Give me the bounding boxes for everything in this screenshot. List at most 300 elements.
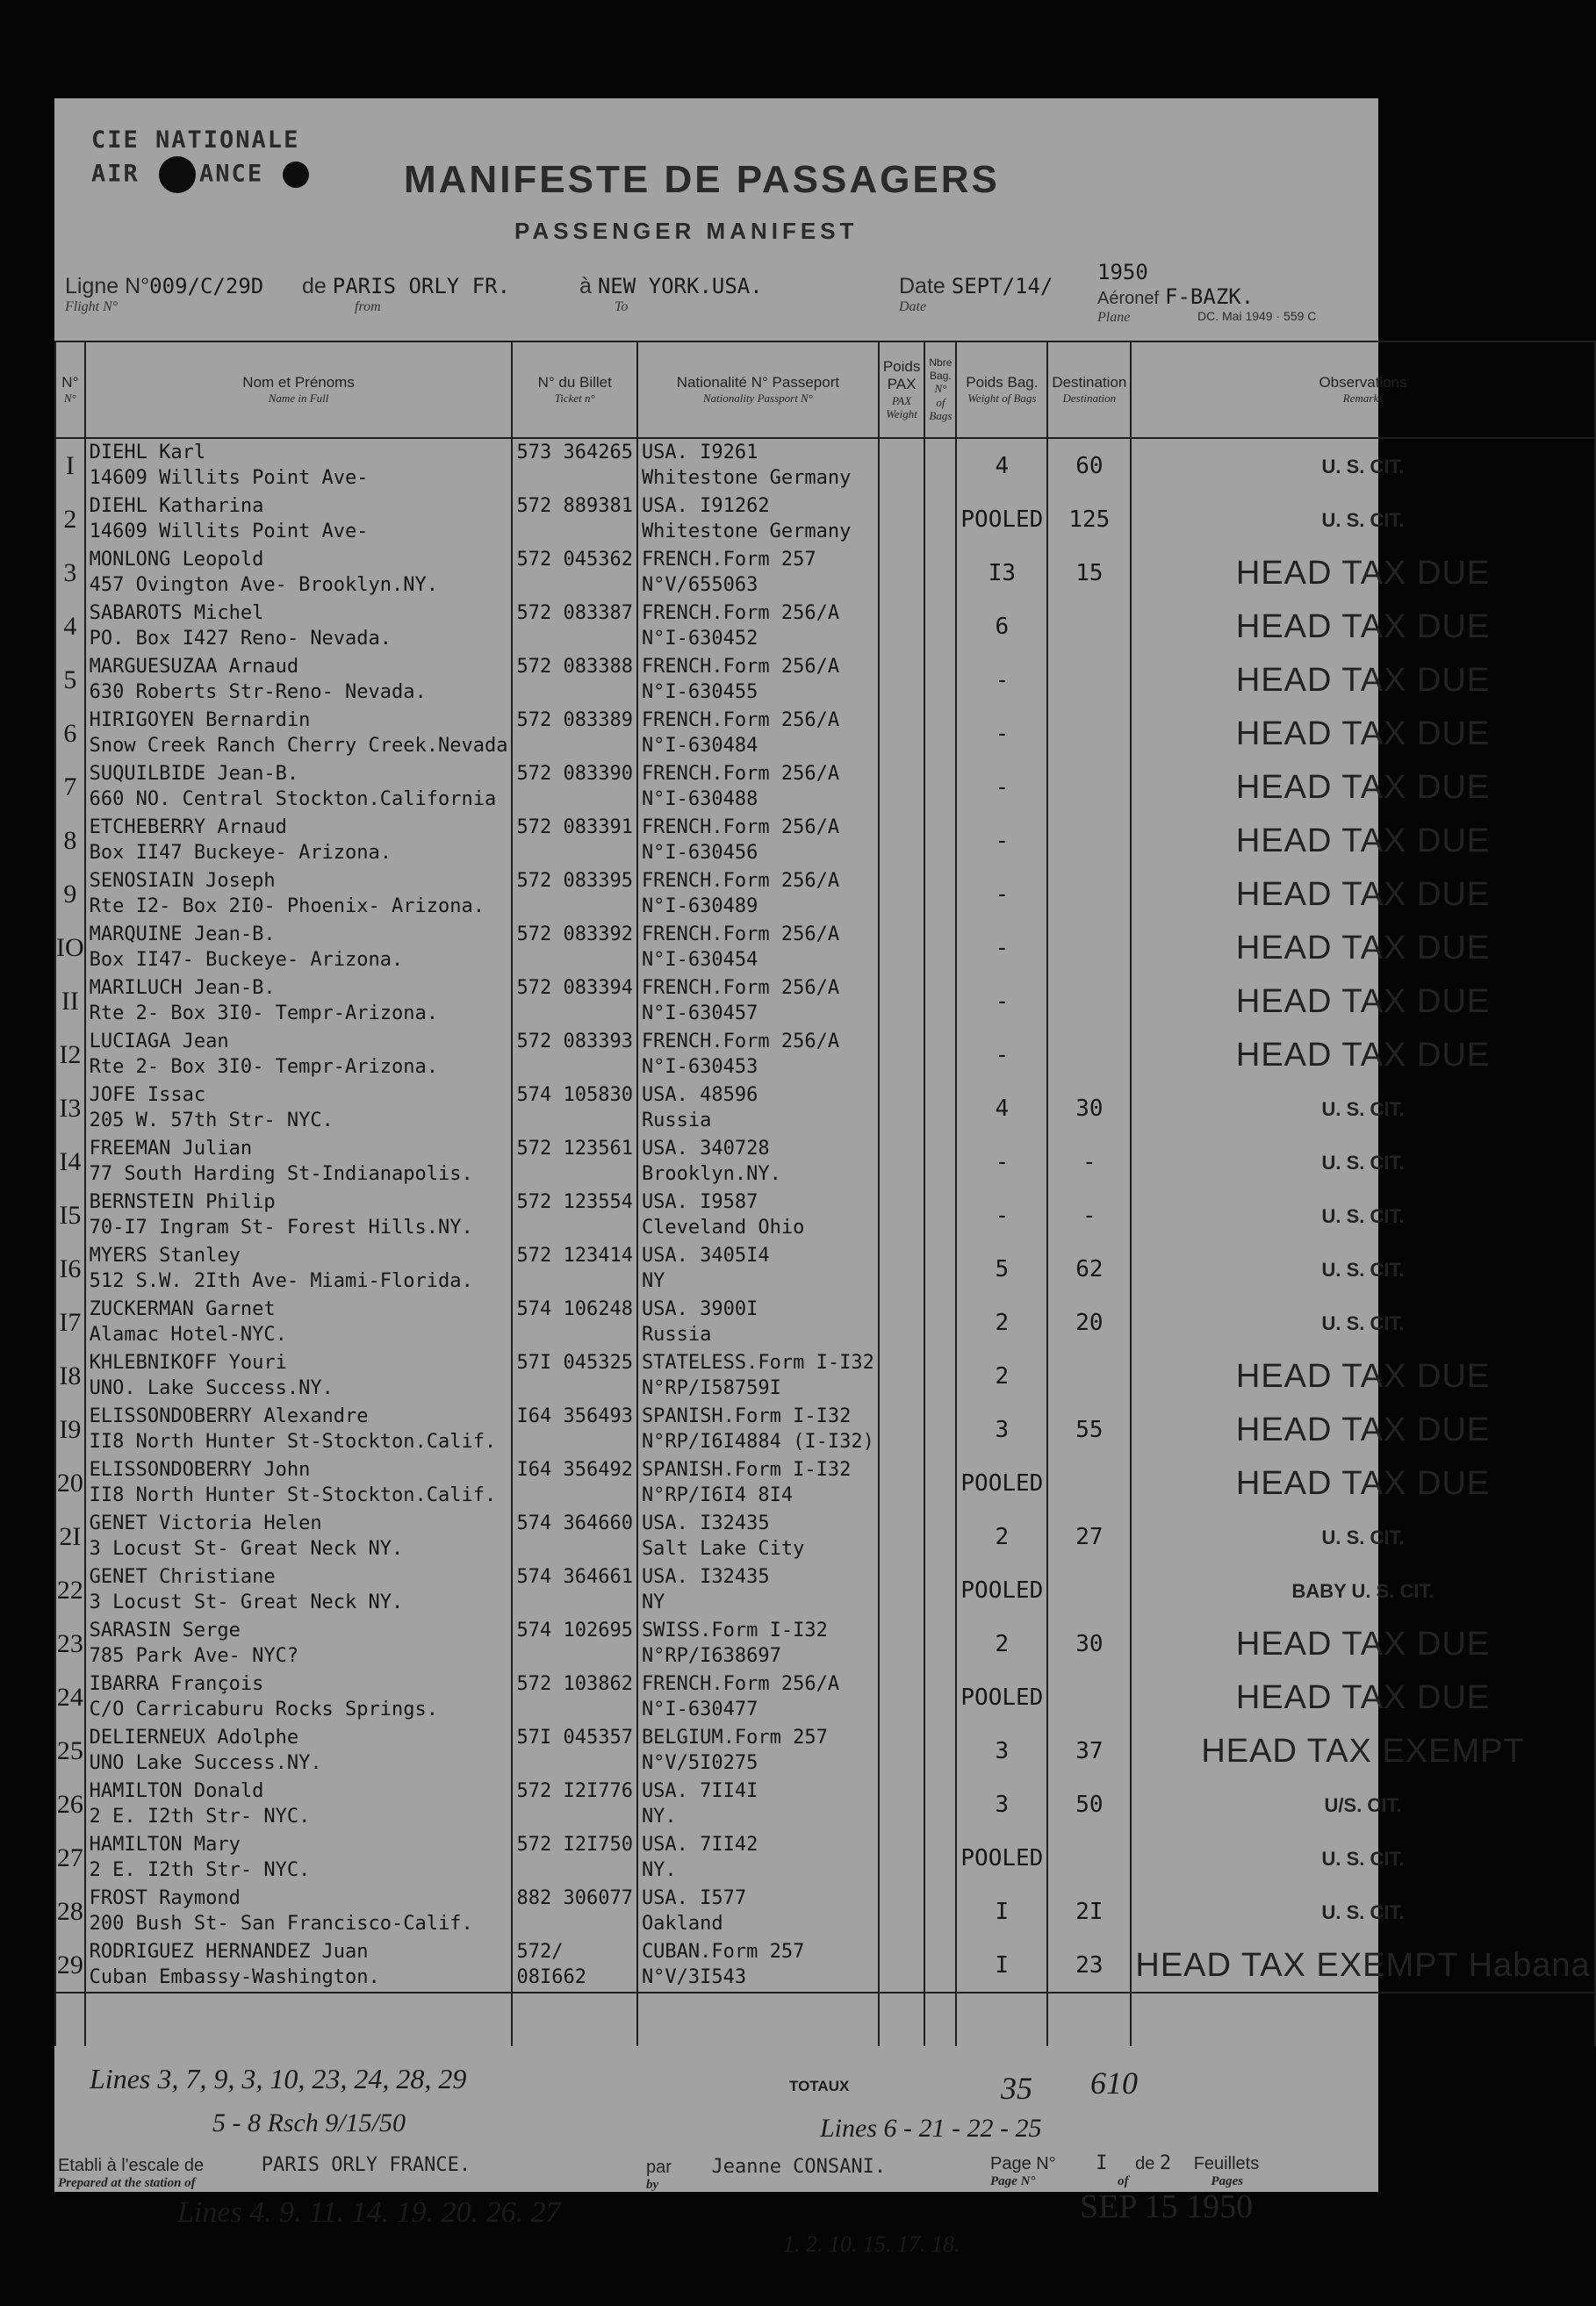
ticket-number: 574 105830	[516, 1084, 633, 1106]
nationality: USA. I577	[641, 1887, 747, 1909]
col-en: Nationality Passport N°	[702, 392, 813, 406]
table-cell	[55, 1724, 85, 1778]
passenger-address: Rte I2- Box 2I0- Phoenix- Arizona.	[89, 895, 485, 917]
table-row	[55, 1563, 1595, 1617]
table-cell	[879, 1349, 925, 1403]
table-cell	[1047, 867, 1131, 921]
remarks: U. S. CIT.	[1321, 1900, 1405, 1923]
table-cell	[924, 1456, 956, 1510]
bag-weight: -	[995, 827, 1010, 854]
table-cell	[1047, 1242, 1131, 1296]
flight-label: Ligne N°	[65, 274, 150, 298]
table-cell	[85, 1617, 513, 1670]
table-cell	[637, 814, 879, 867]
table-cell	[879, 1563, 925, 1617]
table-cell	[85, 921, 513, 974]
table-cell	[924, 1778, 956, 1831]
destination-weight: 20	[1075, 1309, 1104, 1336]
table-cell	[55, 1885, 85, 1938]
col-header	[1131, 341, 1594, 438]
table-cell	[637, 1617, 879, 1670]
row-number: 5	[63, 665, 77, 694]
table-cell	[55, 1081, 85, 1135]
ticket-number: 572 083390	[516, 763, 633, 785]
nationality: USA. I91262	[641, 495, 770, 517]
destination-weight: 55	[1075, 1416, 1104, 1443]
table-cell	[55, 1831, 85, 1885]
table-cell	[512, 1724, 636, 1778]
nationality: FRENCH.Form 256/A	[641, 656, 840, 678]
table-cell	[85, 438, 513, 492]
table-cell	[924, 1670, 956, 1724]
remarks: HEAD TAX DUE	[1235, 822, 1491, 859]
table-cell	[637, 492, 879, 546]
from-label-en: from	[355, 299, 381, 314]
table-cell	[1047, 974, 1131, 1028]
passport-number: N°I-630456	[641, 842, 758, 864]
passenger-name: JOFE Issac	[89, 1084, 206, 1106]
remarks: HEAD TAX DUE	[1235, 929, 1491, 966]
destination-weight: 60	[1075, 452, 1104, 479]
row-number: 6	[63, 719, 77, 748]
by-label: par	[646, 2158, 672, 2177]
table-cell	[879, 1456, 925, 1510]
ticket-number: 572 123561	[516, 1138, 633, 1160]
table-cell	[1131, 760, 1594, 814]
table-cell	[924, 1724, 956, 1778]
passenger-name: HAMILTON Donald	[89, 1780, 264, 1802]
table-cell	[637, 1778, 879, 1831]
table-cell	[85, 1296, 513, 1349]
table-cell	[1047, 600, 1131, 653]
table-cell	[512, 1189, 636, 1242]
passport-number: Whitestone Germany	[641, 521, 852, 542]
bag-weight: 4	[995, 452, 1010, 479]
flight-label-en: Flight N°	[65, 299, 119, 314]
row-number: 26	[56, 1790, 83, 1819]
nationality: FRENCH.Form 256/A	[641, 816, 840, 838]
bag-weight: -	[995, 773, 1010, 801]
table-cell	[1131, 1242, 1594, 1296]
of-label: de	[1135, 2154, 1155, 2173]
table-cell	[956, 867, 1047, 921]
col-header	[512, 341, 636, 438]
table-cell	[879, 1510, 925, 1563]
table-cell	[1131, 1885, 1594, 1938]
from-label: de	[302, 274, 327, 298]
passport-number: Salt Lake City	[641, 1538, 805, 1560]
bag-weight: -	[995, 880, 1010, 908]
table-cell	[637, 1403, 879, 1456]
passenger-address: UNO. Lake Success.NY.	[89, 1377, 334, 1399]
ticket-number: 57I 045357	[516, 1727, 633, 1749]
destination-weight: 23	[1075, 1951, 1104, 1979]
ticket-number: 572 103862	[516, 1673, 633, 1695]
table-cell	[55, 707, 85, 760]
passport-number: N°I-630488	[641, 788, 758, 810]
table-cell	[55, 492, 85, 546]
nationality: USA. I9261	[641, 442, 758, 463]
table-row	[55, 1831, 1595, 1885]
table-cell	[879, 1028, 925, 1081]
passenger-name: MARQUINE Jean-B.	[89, 923, 276, 945]
nationality: USA. 7II42	[641, 1834, 758, 1856]
passenger-address: PO. Box I427 Reno- Nevada.	[89, 628, 392, 650]
station-field	[58, 2154, 471, 2191]
passenger-name: BERNSTEIN Philip	[89, 1191, 276, 1213]
passport-number: N°I-630453	[641, 1056, 758, 1078]
nationality: FRENCH.Form 256/A	[641, 923, 840, 945]
table-cell	[637, 600, 879, 653]
table-row	[55, 1081, 1595, 1135]
table-cell	[1047, 1028, 1131, 1081]
nationality: CUBAN.Form 257	[641, 1941, 805, 1963]
table-row	[55, 1403, 1595, 1456]
totals-bags: 35	[1001, 2071, 1032, 2106]
to-value: NEW YORK.USA.	[597, 274, 763, 298]
table-cell	[637, 653, 879, 707]
passenger-address: 2 E. I2th Str- NYC.	[89, 1859, 311, 1881]
table-cell	[55, 546, 85, 600]
totals-weight: 610	[1090, 2065, 1138, 2101]
table-cell	[637, 1349, 879, 1403]
table-cell	[1047, 1617, 1131, 1670]
passport-number: Cleveland Ohio	[641, 1217, 805, 1239]
ticket-number: 572 I2I750	[516, 1834, 633, 1856]
date-field	[899, 274, 1053, 315]
table-cell	[512, 760, 636, 814]
table-cell	[512, 546, 636, 600]
passenger-name: MONLONG Leopold	[89, 549, 264, 571]
table-row	[55, 1938, 1595, 1993]
passenger-address: 660 NO. Central Stockton.California	[89, 788, 497, 810]
passenger-name: DELIERNEUX Adolphe	[89, 1727, 299, 1749]
table-cell	[55, 438, 85, 492]
passport-number: Oakland	[641, 1913, 723, 1935]
table-cell	[956, 492, 1047, 546]
passenger-name: HAMILTON Mary	[89, 1834, 241, 1856]
passenger-address: Rte 2- Box 3I0- Tempr-Arizona.	[89, 1056, 439, 1078]
passenger-address: 200 Bush St- San Francisco-Calif.	[89, 1913, 473, 1935]
table-cell	[924, 546, 956, 600]
table-cell	[512, 1403, 636, 1456]
table-row	[55, 921, 1595, 974]
nationality: FRENCH.Form 256/A	[641, 602, 840, 624]
table-cell	[55, 1296, 85, 1349]
bag-weight: POOLED	[960, 506, 1044, 533]
passport-number: N°V/5I0275	[641, 1752, 758, 1774]
col-en: Destination	[1062, 392, 1117, 406]
bag-weight: 6	[995, 613, 1010, 640]
remarks: U. S. CIT.	[1321, 1311, 1405, 1334]
passenger-name: ELISSONDOBERRY John	[89, 1459, 311, 1481]
remarks: U. S. CIT.	[1321, 1258, 1405, 1281]
table-cell	[1047, 1778, 1131, 1831]
passport-number: N°I-630455	[641, 681, 758, 703]
remarks: HEAD TAX DUE	[1235, 875, 1491, 913]
table-cell	[637, 438, 879, 492]
to-field	[579, 274, 763, 315]
plane-value: F-BAZK.	[1165, 284, 1255, 309]
bag-weight: -	[995, 720, 1010, 747]
table-cell	[1047, 546, 1131, 600]
ticket-number: 572 083394	[516, 977, 633, 999]
date-label: Date	[899, 274, 945, 298]
destination-weight: 125	[1068, 506, 1111, 533]
ticket-number: 572 123554	[516, 1191, 633, 1213]
table-row	[55, 1510, 1595, 1563]
remarks: U. S. CIT.	[1321, 1151, 1405, 1174]
table-cell	[879, 1778, 925, 1831]
destination-weight: 15	[1075, 559, 1104, 586]
table-cell	[512, 600, 636, 653]
col-header	[85, 341, 513, 438]
table-cell	[85, 492, 513, 546]
table-cell	[85, 546, 513, 600]
ticket-number: I64 356493	[516, 1405, 633, 1427]
passenger-address: II8 North Hunter St-Stockton.Calif.	[89, 1431, 497, 1453]
bag-weight: -	[995, 988, 1010, 1015]
passenger-address: Snow Creek Ranch Cherry Creek.Nevada	[89, 735, 508, 757]
table-cell	[956, 1510, 1047, 1563]
ticket-number: 572 083387	[516, 602, 633, 624]
table-cell	[637, 1135, 879, 1189]
passenger-address: 630 Roberts Str-Reno- Nevada.	[89, 681, 427, 703]
table-cell	[879, 1938, 925, 1993]
passport-number: N°I-630452	[641, 628, 758, 650]
remarks: HEAD TAX DUE	[1235, 1625, 1491, 1663]
table-row	[55, 1189, 1595, 1242]
date-value: SEPT/14/	[951, 274, 1053, 298]
table-cell	[85, 867, 513, 921]
table-cell	[1131, 1938, 1594, 1993]
table-cell	[637, 1242, 879, 1296]
passport-number: N°RP/I6I4884 (I-I32)	[641, 1431, 874, 1453]
passport-number: N°RP/I638697	[641, 1645, 781, 1667]
table-cell	[879, 1081, 925, 1135]
passport-number: NY.	[641, 1806, 677, 1828]
passenger-address: Box II47- Buckeye- Arizona.	[89, 949, 404, 971]
table-cell	[1131, 1670, 1594, 1724]
table-cell	[924, 1028, 956, 1081]
table-cell	[1131, 814, 1594, 867]
col-header	[637, 341, 879, 438]
by-label-en: by	[646, 2178, 659, 2192]
table-cell	[637, 1563, 879, 1617]
remarks: HEAD TAX DUE	[1235, 982, 1491, 1020]
table-cell	[637, 867, 879, 921]
bag-weight: -	[995, 934, 1010, 961]
bag-weight: 2	[995, 1523, 1010, 1550]
table-cell	[512, 1135, 636, 1189]
table-cell	[1131, 1831, 1594, 1885]
table-cell	[879, 1724, 925, 1778]
passenger-name: MYERS Stanley	[89, 1245, 241, 1267]
passenger-address: 14609 Willits Point Ave-	[89, 521, 369, 542]
passport-number: N°V/3I543	[641, 1966, 747, 1988]
table-cell	[879, 760, 925, 814]
table-cell	[637, 1670, 879, 1724]
passport-number: N°I-630484	[641, 735, 758, 757]
passenger-address: 2 E. I2th Str- NYC.	[89, 1806, 311, 1828]
bag-weight: 2	[995, 1309, 1010, 1336]
remarks: HEAD TAX DUE	[1235, 607, 1491, 645]
row-number: I7	[59, 1308, 82, 1337]
table-cell	[55, 1456, 85, 1510]
ticket-number: 572 083392	[516, 923, 633, 945]
ticket-number: 572 123414	[516, 1245, 633, 1267]
table-cell	[512, 1670, 636, 1724]
row-number: I8	[59, 1361, 82, 1390]
destination-weight: 30	[1075, 1630, 1104, 1657]
nationality: USA. I32435	[641, 1566, 770, 1588]
ticket-number: 572 083389	[516, 709, 633, 731]
table-cell	[55, 1670, 85, 1724]
destination-weight: 27	[1075, 1523, 1104, 1550]
table-cell	[512, 1349, 636, 1403]
table-cell	[55, 600, 85, 653]
table-row	[55, 707, 1595, 760]
passenger-name: LUCIAGA Jean	[89, 1031, 229, 1052]
destination-weight: 50	[1075, 1791, 1104, 1818]
table-cell	[85, 1081, 513, 1135]
passenger-address: 77 South Harding St-Indianapolis.	[89, 1163, 473, 1185]
nationality: SPANISH.Form I-I32	[641, 1459, 852, 1481]
table-cell	[1047, 760, 1131, 814]
table-cell	[879, 1617, 925, 1670]
remarks: U. S. CIT.	[1321, 1204, 1405, 1227]
logo-mark	[159, 156, 196, 193]
table-cell	[956, 1778, 1047, 1831]
title-french: MANIFESTE DE PASSAGERS	[404, 158, 1000, 201]
table-cell	[1131, 1296, 1594, 1349]
table-cell	[637, 760, 879, 814]
ticket-number: 574 364660	[516, 1512, 633, 1534]
table-cell	[879, 438, 925, 492]
nationality: USA. 3900I	[641, 1298, 758, 1320]
passenger-address: C/O Carricaburu Rocks Springs.	[89, 1699, 439, 1721]
row-number: 27	[56, 1843, 83, 1872]
table-cell	[924, 438, 956, 492]
remarks: HEAD TAX DUE	[1235, 1036, 1491, 1074]
to-label-en: To	[615, 299, 629, 314]
passenger-address: Alamac Hotel-NYC.	[89, 1324, 287, 1346]
col-en: Name in Full	[268, 392, 329, 406]
nationality: USA. I9587	[641, 1191, 758, 1213]
row-number: 23	[56, 1629, 83, 1658]
remarks: U. S. CIT.	[1321, 1847, 1405, 1870]
table-cell	[512, 1938, 636, 1993]
destination-weight: -	[1082, 1148, 1096, 1175]
table-cell	[85, 974, 513, 1028]
row-number: 29	[56, 1950, 83, 1979]
table-cell	[512, 867, 636, 921]
remarks: HEAD TAX DUE	[1235, 768, 1491, 806]
destination-weight: -	[1082, 1202, 1096, 1229]
table-cell	[956, 1135, 1047, 1189]
passenger-name: ELISSONDOBERRY Alexandre	[89, 1405, 369, 1427]
table-cell	[1047, 1885, 1131, 1938]
table-cell	[85, 1028, 513, 1081]
table-cell	[956, 760, 1047, 814]
bag-weight: -	[995, 1148, 1010, 1175]
pages-value: 2	[1159, 2152, 1172, 2174]
table-row	[55, 1296, 1595, 1349]
table-row	[55, 492, 1595, 546]
date-label-en: Date	[899, 299, 927, 314]
table-cell	[1131, 1724, 1594, 1778]
table-cell	[512, 974, 636, 1028]
table-cell	[637, 1189, 879, 1242]
nationality: FRENCH.Form 256/A	[641, 977, 840, 999]
col-header	[956, 341, 1047, 438]
table-cell	[55, 1563, 85, 1617]
table-row	[55, 867, 1595, 921]
remarks: HEAD TAX DUE	[1235, 554, 1491, 592]
table-cell	[637, 546, 879, 600]
bag-weight: POOLED	[960, 1469, 1044, 1497]
station-label: Etabli à l'escale de	[58, 2156, 205, 2175]
table-cell	[956, 1189, 1047, 1242]
table-cell	[956, 1724, 1047, 1778]
table-cell	[1131, 653, 1594, 707]
page-label: Page N°	[990, 2154, 1056, 2173]
passenger-name: MARGUESUZAA Arnaud	[89, 656, 299, 678]
nationality: FRENCH.Form 256/A	[641, 1673, 840, 1695]
ticket-number: 572 083395	[516, 870, 633, 892]
nationality: USA. 48596	[641, 1084, 758, 1106]
row-number: 4	[63, 612, 77, 641]
table-cell	[924, 1403, 956, 1456]
remarks: HEAD TAX DUE	[1235, 715, 1491, 752]
company-line2	[91, 156, 313, 193]
table-cell	[85, 1885, 513, 1938]
row-number: I3	[59, 1094, 82, 1123]
table-row	[55, 1135, 1595, 1189]
table-cell	[924, 1081, 956, 1135]
from-value: PARIS ORLY FR.	[332, 274, 511, 298]
passenger-name: IBARRA François	[89, 1673, 264, 1695]
table-cell	[1131, 1081, 1594, 1135]
table-cell	[512, 1028, 636, 1081]
table-cell	[637, 1724, 879, 1778]
table-cell	[1047, 1189, 1131, 1242]
table-cell	[85, 814, 513, 867]
table-cell	[879, 1885, 925, 1938]
bag-weight: 3	[995, 1791, 1010, 1818]
col-fr: Nom et Prénoms	[242, 374, 355, 391]
table-row	[55, 546, 1595, 600]
ticket-number-2: 08I662	[516, 1966, 586, 1988]
table-row	[55, 1885, 1595, 1938]
table-cell	[1131, 1189, 1594, 1242]
remarks: HEAD TAX DUE	[1235, 1411, 1491, 1448]
row-number: I6	[59, 1254, 82, 1283]
bag-weight: I3	[988, 559, 1016, 586]
table-cell	[512, 1831, 636, 1885]
table-cell	[512, 1778, 636, 1831]
table-cell	[879, 974, 925, 1028]
handwritten-note-5: 1. 2. 10. 15. 17. 18.	[783, 2231, 960, 2257]
table-cell	[512, 1242, 636, 1296]
passenger-address: Rte 2- Box 3I0- Tempr-Arizona.	[89, 1002, 439, 1024]
table-cell	[637, 1296, 879, 1349]
table-cell	[1131, 707, 1594, 760]
table-cell	[512, 653, 636, 707]
table-cell	[879, 707, 925, 760]
table-row	[55, 1670, 1595, 1724]
company-name	[91, 125, 313, 193]
